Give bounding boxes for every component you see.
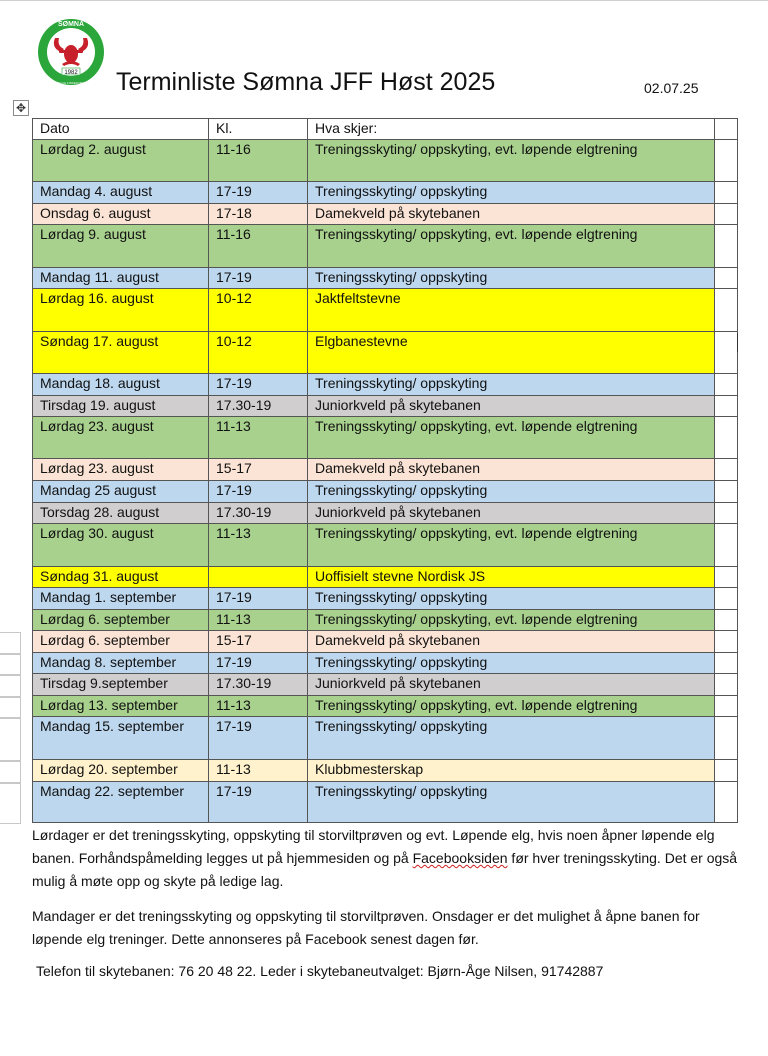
cell-event: Treningsskyting/ oppskyting, evt. løpende elgtrening [308,610,715,631]
table-header-row [33,119,738,140]
table-row [33,204,738,225]
cell-time: 17-18 [209,204,308,225]
table-move-handle-icon[interactable]: ✥ [13,100,29,116]
cell-time: 17-19 [209,588,308,610]
table-row [33,140,738,182]
table-row [33,332,738,374]
cell-extra [715,782,738,823]
cell-event: Treningsskyting/ oppskyting [308,374,715,396]
paragraph-mondays: Mandager er det treningsskyting og oppskyting til storviltprøven. Onsdager er det mulighet å åpne banen for løpende elg treninger. Dette annonseres på Facebook senest dagen før. [32,908,700,947]
table-row [33,417,738,459]
logo-top-text: SØMNA [57,21,85,28]
cell-extra [715,204,738,225]
cell-time: 10-12 [209,332,308,374]
page-title: Terminliste Sømna JFF Høst 2025 [116,68,496,96]
cell-date: Tirsdag 9.september [33,674,209,696]
cell-event: Damekveld på skytebanen [308,204,715,225]
table-row [33,653,738,674]
cell-date: Lørdag 6. september [33,610,209,631]
cell-date: Lørdag 30. august [33,524,209,567]
cell-extra [715,374,738,396]
cell-extra [715,631,738,653]
cell-event: Treningsskyting/ oppskyting [308,588,715,610]
cell-extra [715,140,738,182]
table-row [33,588,738,610]
header-extra-cell [715,119,738,140]
cell-date: Tirsdag 19. august [33,396,209,417]
header-date: Dato [33,119,209,140]
left-margin-stub [0,718,21,761]
cell-extra [715,417,738,459]
cell-date: Mandag 8. september [33,653,209,674]
table-row [33,182,738,204]
cell-event: Treningsskyting/ oppskyting, evt. løpende elgtrening [308,140,715,182]
cell-date: Lørdag 9. august [33,225,209,268]
contact-info: Telefon til skytebanen: 76 20 48 22. Leder i skytebaneutvalget: Bjørn-Åge Nilsen, 91742887 [36,963,604,979]
left-margin-stub [0,761,21,783]
cell-date: Mandag 15. september [33,717,209,760]
cell-event: Damekveld på skytebanen [308,459,715,481]
table-row [33,268,738,289]
cell-time: 17.30-19 [209,396,308,417]
cell-date: Mandag 11. august [33,268,209,289]
cell-extra [715,396,738,417]
cell-event: Treningsskyting/ oppskyting [308,182,715,204]
cell-extra [715,503,738,524]
cell-event: Juniorkveld på skytebanen [308,396,715,417]
cell-date: Søndag 17. august [33,332,209,374]
table-row [33,524,738,567]
schedule-table [32,118,738,823]
table-row [33,289,738,332]
cell-time: 17-19 [209,653,308,674]
cell-date: Mandag 1. september [33,588,209,610]
paragraph-saturdays-tail: før hver treningsskyting. Det er også mulig å møte opp og skyte på ledige lag. [32,850,738,889]
cell-time: 11-13 [209,417,308,459]
cell-time: 11-16 [209,225,308,268]
table-row [33,567,738,588]
logo-year: 1982 [64,70,78,76]
table-row [33,503,738,524]
header-event: Hva skjer: [308,119,715,140]
cell-extra [715,225,738,268]
header-time: Kl. [209,119,308,140]
table-row [33,782,738,823]
cell-extra [715,268,738,289]
cell-date: Søndag 31. august [33,567,209,588]
cell-time: 17-19 [209,782,308,823]
table-row [33,717,738,760]
cell-extra [715,674,738,696]
cell-time: 17.30-19 [209,674,308,696]
table-row [33,631,738,653]
table-row [33,696,738,717]
cell-time: 11-16 [209,140,308,182]
document-date: 02.07.25 [644,80,699,96]
cell-extra [715,653,738,674]
facebook-page-word: Facebooksiden [412,850,508,866]
cell-extra [715,588,738,610]
table-row [33,760,738,782]
page-top-edge [0,0,768,1]
cell-extra [715,760,738,782]
cell-time: 11-13 [209,760,308,782]
cell-event: Treningsskyting/ oppskyting [308,268,715,289]
cell-date: Mandag 22. september [33,782,209,823]
table-row [33,396,738,417]
cell-event: Elgbanestevne [308,332,715,374]
cell-date: Mandag 25 august [33,481,209,503]
table-row [33,225,738,268]
cell-extra [715,481,738,503]
cell-time: 11-13 [209,524,308,567]
cell-event: Treningsskyting/ oppskyting [308,717,715,760]
cell-time: 17.30-19 [209,503,308,524]
cell-event: Jaktfeltstevne [308,289,715,332]
cell-time: 17-19 [209,268,308,289]
cell-time: 15-17 [209,631,308,653]
cell-event: Treningsskyting/ oppskyting, evt. løpende elgtrening [308,417,715,459]
cell-extra [715,610,738,631]
club-logo [33,14,111,86]
cell-extra [715,567,738,588]
cell-time: 17-19 [209,717,308,760]
cell-date: Torsdag 28. august [33,503,209,524]
left-margin-stub [0,654,21,675]
cell-time: 17-19 [209,182,308,204]
cell-time: 17-19 [209,374,308,396]
cell-extra [715,524,738,567]
cell-time: 17-19 [209,481,308,503]
cell-event: Damekveld på skytebanen [308,631,715,653]
left-margin-stub [0,675,21,697]
cell-date: Lørdag 6. september [33,631,209,653]
logo-side-text: JEGER OG FISKEFORENING [50,81,92,85]
left-margin-stub [0,697,21,718]
cell-event: Treningsskyting/ oppskyting, evt. løpende elgtrening [308,225,715,268]
cell-date: Lørdag 23. august [33,417,209,459]
table-row [33,674,738,696]
cell-event: Klubbmesterskap [308,760,715,782]
cell-extra [715,696,738,717]
cell-date: Lørdag 16. august [33,289,209,332]
cell-event: Juniorkveld på skytebanen [308,674,715,696]
table-row [33,459,738,481]
cell-date: Lørdag 13. september [33,696,209,717]
cell-event: Treningsskyting/ oppskyting [308,481,715,503]
cell-date: Lørdag 20. september [33,760,209,782]
cell-extra [715,332,738,374]
left-margin-stub [0,632,21,654]
cell-time: 10-12 [209,289,308,332]
cell-time: 15-17 [209,459,308,481]
table-row [33,481,738,503]
cell-extra [715,182,738,204]
cell-time: 11-13 [209,610,308,631]
cell-extra [715,717,738,760]
text-cursor [737,333,738,352]
cell-event: Uoffisielt stevne Nordisk JS [308,567,715,588]
cell-date: Mandag 18. august [33,374,209,396]
cell-event: Treningsskyting/ oppskyting [308,653,715,674]
cell-time: 11-13 [209,696,308,717]
cell-date: Onsdag 6. august [33,204,209,225]
cell-event: Juniorkveld på skytebanen [308,503,715,524]
cell-event: Treningsskyting/ oppskyting [308,782,715,823]
cell-extra [715,289,738,332]
cell-date: Lørdag 23. august [33,459,209,481]
paragraph-saturdays [32,824,752,893]
cell-date: Mandag 4. august [33,182,209,204]
cell-time [209,567,308,588]
cell-date: Lørdag 2. august [33,140,209,182]
left-margin-stub [0,783,21,824]
paragraph-saturdays-text: Lørdager er det treningsskyting, oppskyting til storviltprøven og evt. Løpende elg, hvis noen åpner løpende elg banen. Forhåndspåmelding legges ut på hjemmesiden og på [32,827,715,866]
table-row [33,374,738,396]
cell-event: Treningsskyting/ oppskyting, evt. løpende elgtrening [308,524,715,567]
cell-event: Treningsskyting/ oppskyting, evt. løpende elgtrening [308,696,715,717]
cell-extra [715,459,738,481]
table-row [33,610,738,631]
